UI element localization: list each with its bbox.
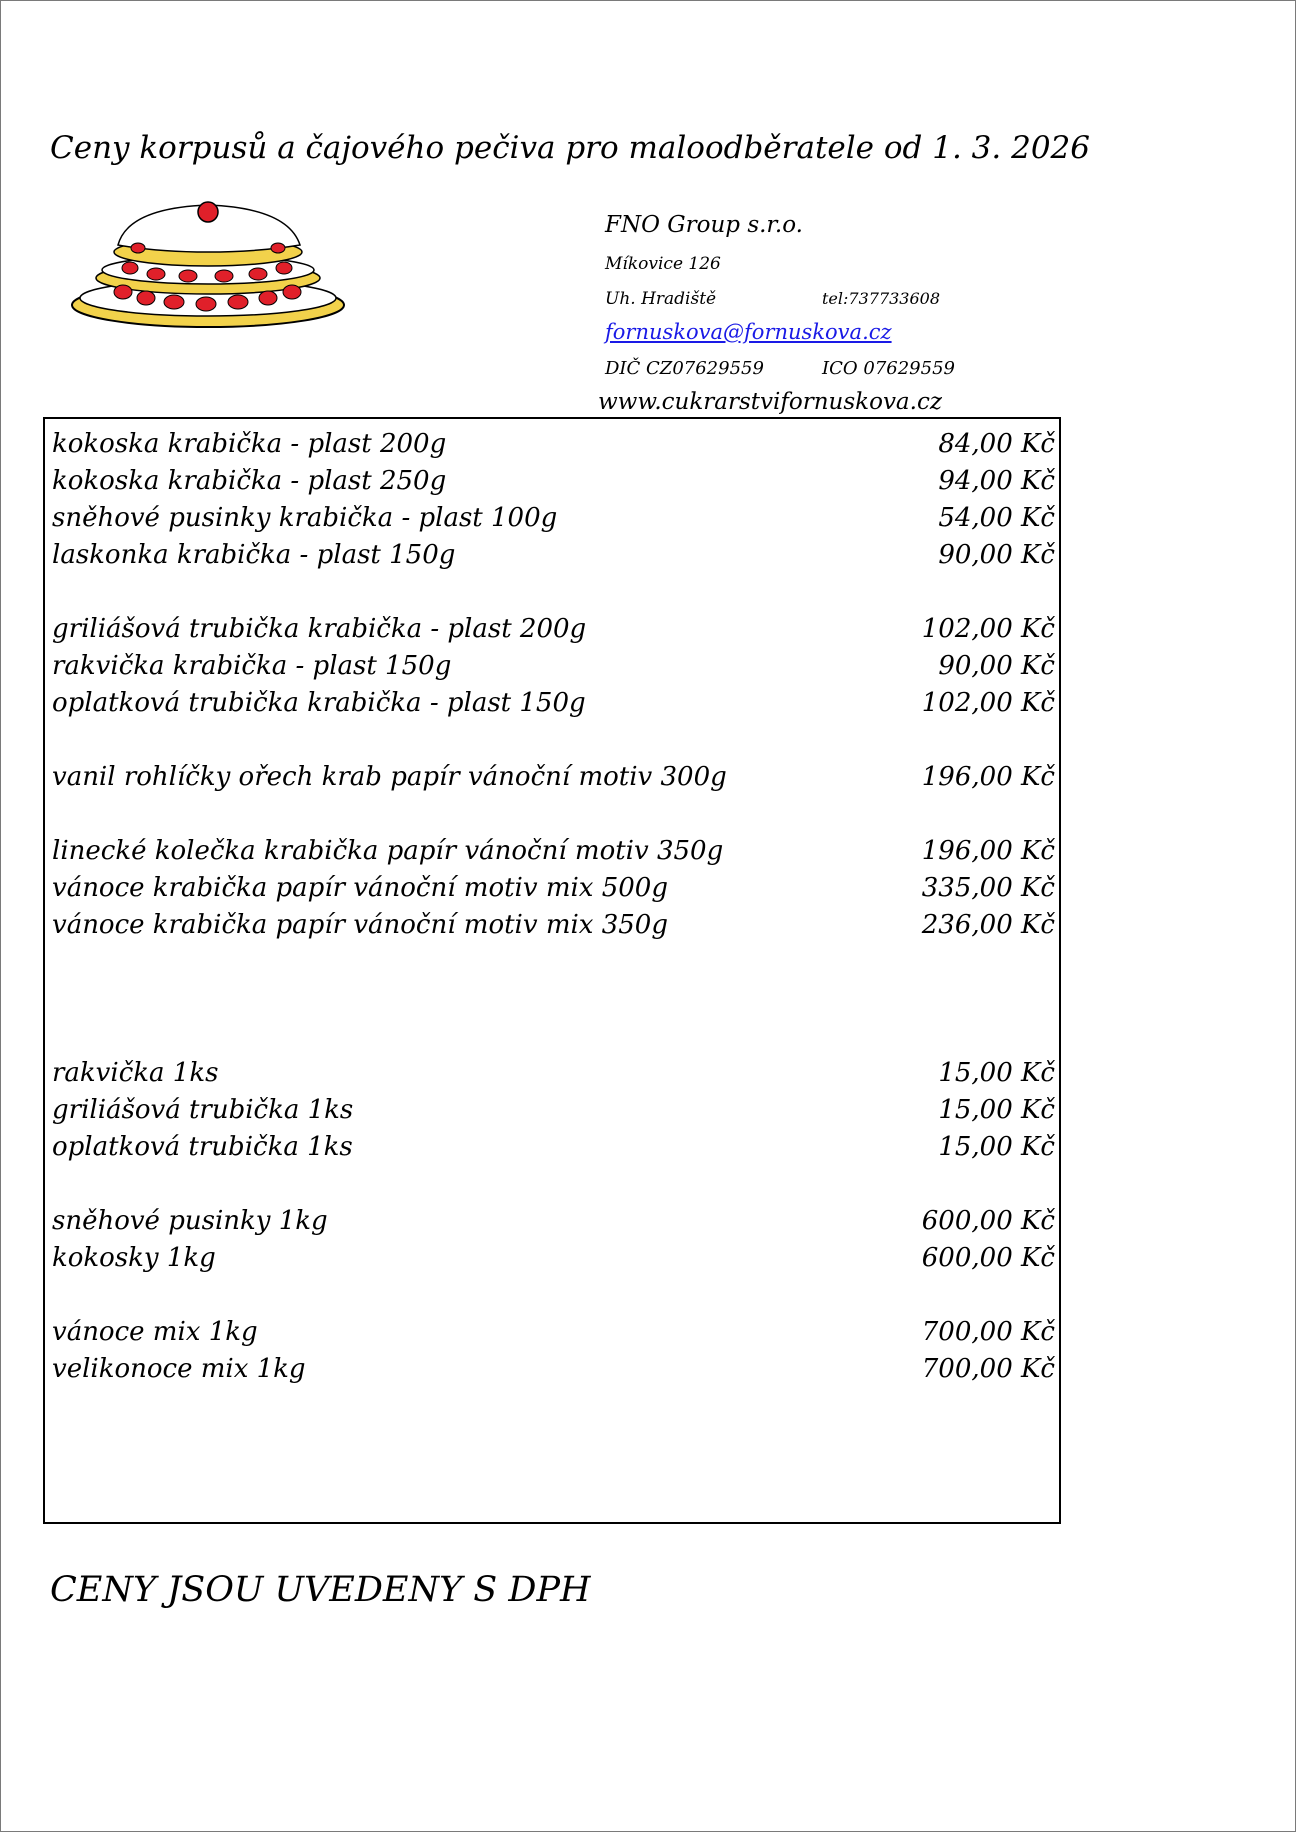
- item-name: vánoce krabička papír vánoční motiv mix 350g: [52, 909, 668, 940]
- row-spacer: [45, 573, 1059, 610]
- price-row: [45, 462, 1059, 499]
- item-price: 94,00 Kč: [938, 465, 1055, 496]
- item-price: 90,00 Kč: [938, 650, 1055, 681]
- price-row: [45, 758, 1059, 795]
- cake-illustration: [68, 200, 348, 330]
- item-price: 236,00 Kč: [921, 909, 1055, 940]
- item-name: linecké kolečka krabička papír vánoční motiv 350g: [52, 835, 724, 866]
- company-name: FNO Group s.r.o.: [605, 212, 803, 238]
- row-spacer: [45, 795, 1059, 832]
- price-row: [45, 1202, 1059, 1239]
- row-spacer: [45, 721, 1059, 758]
- price-row: [45, 832, 1059, 869]
- company-website: www.cukrarstvifornuskova.cz: [598, 389, 942, 415]
- price-row: [45, 1128, 1059, 1165]
- company-phone: tel:737733608: [822, 289, 941, 308]
- item-name: vánoce krabička papír vánoční motiv mix 500g: [52, 872, 668, 903]
- item-name: sněhové pusinky 1kg: [52, 1205, 328, 1236]
- item-name: vanil rohlíčky ořech krab papír vánoční motiv 300g: [52, 761, 727, 792]
- item-price: 90,00 Kč: [938, 539, 1055, 570]
- item-price: 15,00 Kč: [938, 1131, 1055, 1162]
- item-price: 600,00 Kč: [921, 1242, 1055, 1273]
- price-row: [45, 906, 1059, 943]
- page-title: Ceny korpusů a čajového pečiva pro maloodběratele od 1. 3. 2026: [50, 130, 1090, 166]
- item-price: 15,00 Kč: [938, 1057, 1055, 1088]
- item-name: laskonka krabička - plast 150g: [52, 539, 456, 570]
- price-row: [45, 536, 1059, 573]
- item-name: vánoce mix 1kg: [52, 1316, 258, 1347]
- item-name: kokoska krabička - plast 250g: [52, 465, 447, 496]
- item-name: rakvička 1ks: [52, 1057, 219, 1088]
- price-row: [45, 869, 1059, 906]
- row-spacer: [45, 1017, 1059, 1054]
- row-spacer: [45, 1165, 1059, 1202]
- price-row: [45, 684, 1059, 721]
- price-list: [45, 425, 1059, 1387]
- item-name: griliášová trubička 1ks: [52, 1094, 354, 1125]
- item-name: sněhové pusinky krabička - plast 100g: [52, 502, 558, 533]
- item-name: oplatková trubička krabička - plast 150g: [52, 687, 586, 718]
- item-price: 15,00 Kč: [938, 1094, 1055, 1125]
- price-list-box: [43, 417, 1061, 1524]
- price-row: [45, 610, 1059, 647]
- item-price: 700,00 Kč: [921, 1353, 1055, 1384]
- company-dic: DIČ CZ07629559: [605, 358, 764, 379]
- price-row: [45, 499, 1059, 536]
- item-price: 102,00 Kč: [921, 687, 1055, 718]
- company-street: Míkovice 126: [605, 254, 721, 274]
- price-row: [45, 647, 1059, 684]
- vat-notice: CENY JSOU UVEDENY S DPH: [50, 1570, 591, 1610]
- item-name: griliášová trubička krabička - plast 200g: [52, 613, 587, 644]
- item-name: rakvička krabička - plast 150g: [52, 650, 452, 681]
- company-email-link[interactable]: fornuskova@fornuskova.cz: [605, 320, 892, 344]
- item-name: kokosky 1kg: [52, 1242, 216, 1273]
- row-spacer: [45, 1276, 1059, 1313]
- price-row: [45, 1313, 1059, 1350]
- item-price: 600,00 Kč: [921, 1205, 1055, 1236]
- price-row: [45, 1054, 1059, 1091]
- item-name: velikonoce mix 1kg: [52, 1353, 306, 1384]
- row-spacer: [45, 980, 1059, 1017]
- item-price: 335,00 Kč: [921, 872, 1055, 903]
- item-price: 196,00 Kč: [921, 761, 1055, 792]
- company-city: Uh. Hradiště: [605, 289, 717, 309]
- price-row: [45, 425, 1059, 462]
- price-row: [45, 1091, 1059, 1128]
- item-price: 196,00 Kč: [921, 835, 1055, 866]
- item-price: 54,00 Kč: [938, 502, 1055, 533]
- item-name: kokoska krabička - plast 200g: [52, 428, 447, 459]
- price-row: [45, 1239, 1059, 1276]
- price-row: [45, 1350, 1059, 1387]
- company-ico: ICO 07629559: [822, 358, 955, 379]
- item-price: 84,00 Kč: [938, 428, 1055, 459]
- item-name: oplatková trubička 1ks: [52, 1131, 353, 1162]
- item-price: 700,00 Kč: [921, 1316, 1055, 1347]
- item-price: 102,00 Kč: [921, 613, 1055, 644]
- row-spacer: [45, 943, 1059, 980]
